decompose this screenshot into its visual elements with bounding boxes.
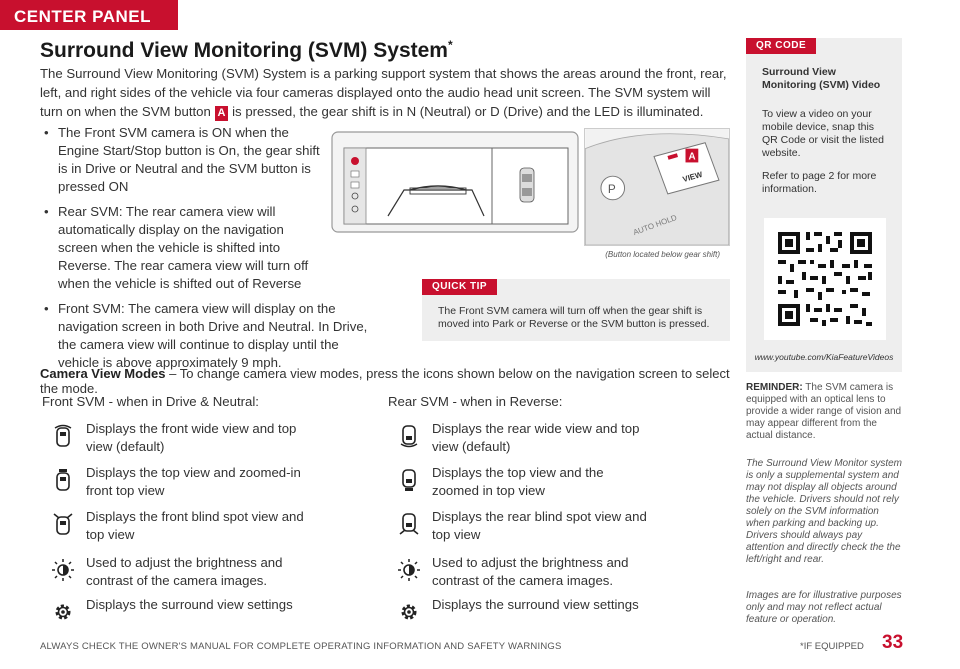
section-tab: CENTER PANEL — [0, 0, 178, 30]
brightness-icon — [398, 558, 420, 582]
front-blind-spot-icon — [52, 512, 74, 536]
auto-hold-label: AUTO HOLD — [631, 212, 679, 238]
park-button-label: P — [607, 182, 616, 196]
video-url-link[interactable]: www.youtube.com/KiaFeatureVideos — [754, 352, 894, 362]
footer-warning: ALWAYS CHECK THE OWNER'S MANUAL FOR COMPLETE OPERATING INFORMATION AND SAFETY WARNINGS — [40, 641, 562, 652]
brightness-icon — [52, 558, 74, 582]
rear-svm-heading: Rear SVM - when in Reverse: — [388, 394, 563, 409]
qr-code-image[interactable] — [764, 218, 886, 340]
rear-wide-view-icon — [398, 424, 420, 448]
bullet-front-svm-on: • The Front SVM camera is ON when the Engine Start/Stop button is On, the gear shift is in Drive or Neutral and the SVM button is pressed ON — [40, 124, 325, 196]
illustrative-disclaimer: Images are for illustrative purposes only and may not reflect actual feature or operation. — [746, 590, 902, 625]
svm-button-illustration — [584, 128, 730, 246]
qr-video-title: Surround View Monitoring (SVM) Video — [762, 66, 881, 91]
quick-tip-text: The Front SVM camera will turn off when the gear shift is moved into Park or Reverse or the SVM button is pressed. — [438, 305, 710, 330]
front-svm-heading: Front SVM - when in Drive & Neutral: — [42, 394, 259, 409]
callout-badge-a: A — [215, 106, 229, 121]
qr-reference: Refer to page 2 for more information. — [762, 170, 877, 195]
page-number: 33 — [882, 632, 904, 653]
gear-icon — [52, 600, 74, 624]
svm-bullet-list — [40, 124, 380, 379]
bullet-rear-svm: • Rear SVM: The rear camera view will automatically display on the navigation screen when the vehicle is shifted into Reverse. The rear camera view will turn off when the vehicle is shifted out of Reverse — [40, 203, 325, 293]
rear-top-zoom-icon — [398, 468, 420, 492]
qr-code-label: QR CODE — [746, 38, 816, 54]
front-wide-view-icon — [52, 424, 74, 448]
bullet-front-svm-drive: • Front SVM: The camera view will display on the navigation screen in both Drive and Neutral. In Drive, the camera view will continue to display until the vehicle is above approximately 9 mph. — [40, 300, 380, 372]
page-title: Surround View Monitoring (SVM) System* — [40, 38, 453, 62]
footer-if-equipped: *IF EQUIPPED — [800, 641, 864, 652]
intro-paragraph: The Surround View Monitoring (SVM) System is a parking support system that shows the areas around the front, rear, left, and right sides of the vehicle via four cameras displayed onto the audio head unit screen. The SVM system will turn on when the SVM button A is pressed, the gear shift is in N (Neutral) or D (Drive) and the LED is illuminated. — [40, 66, 727, 119]
quick-tip-label: QUICK TIP — [422, 279, 497, 295]
qr-instructions: To view a video on your mobile device, snap this QR Code or visit the listed website. — [762, 108, 884, 159]
camera-view-modes-intro: Camera View Modes – To change camera view modes, press the icons shown below on the navigation screen to select the mode. — [40, 366, 730, 396]
front-top-zoom-icon — [52, 468, 74, 492]
svm-disclaimer: The Surround View Monitor system is only a supplemental system and may not display all objects around the vehicle. Drivers should not rely solely on the SVM information when parking and backing up. Drivers should always pay attention and directly check the the left/right and rear. — [746, 458, 902, 565]
equipped-asterisk: * — [447, 38, 453, 52]
qr-code-sidebar — [746, 38, 902, 372]
gear-icon — [398, 600, 420, 624]
rear-blind-spot-icon — [398, 512, 420, 536]
svm-screen-illustration — [330, 128, 580, 236]
quick-tip-box — [422, 279, 730, 341]
figure-caption: (Button located below gear shift) — [605, 250, 720, 259]
figure-callout-a: A — [688, 151, 696, 163]
view-button-label: VIEW — [681, 169, 704, 185]
reminder-note: REMINDER: The SVM camera is equipped with an optical lens to provide a wider range of vision and may appear different from the actual distance. — [746, 382, 902, 441]
